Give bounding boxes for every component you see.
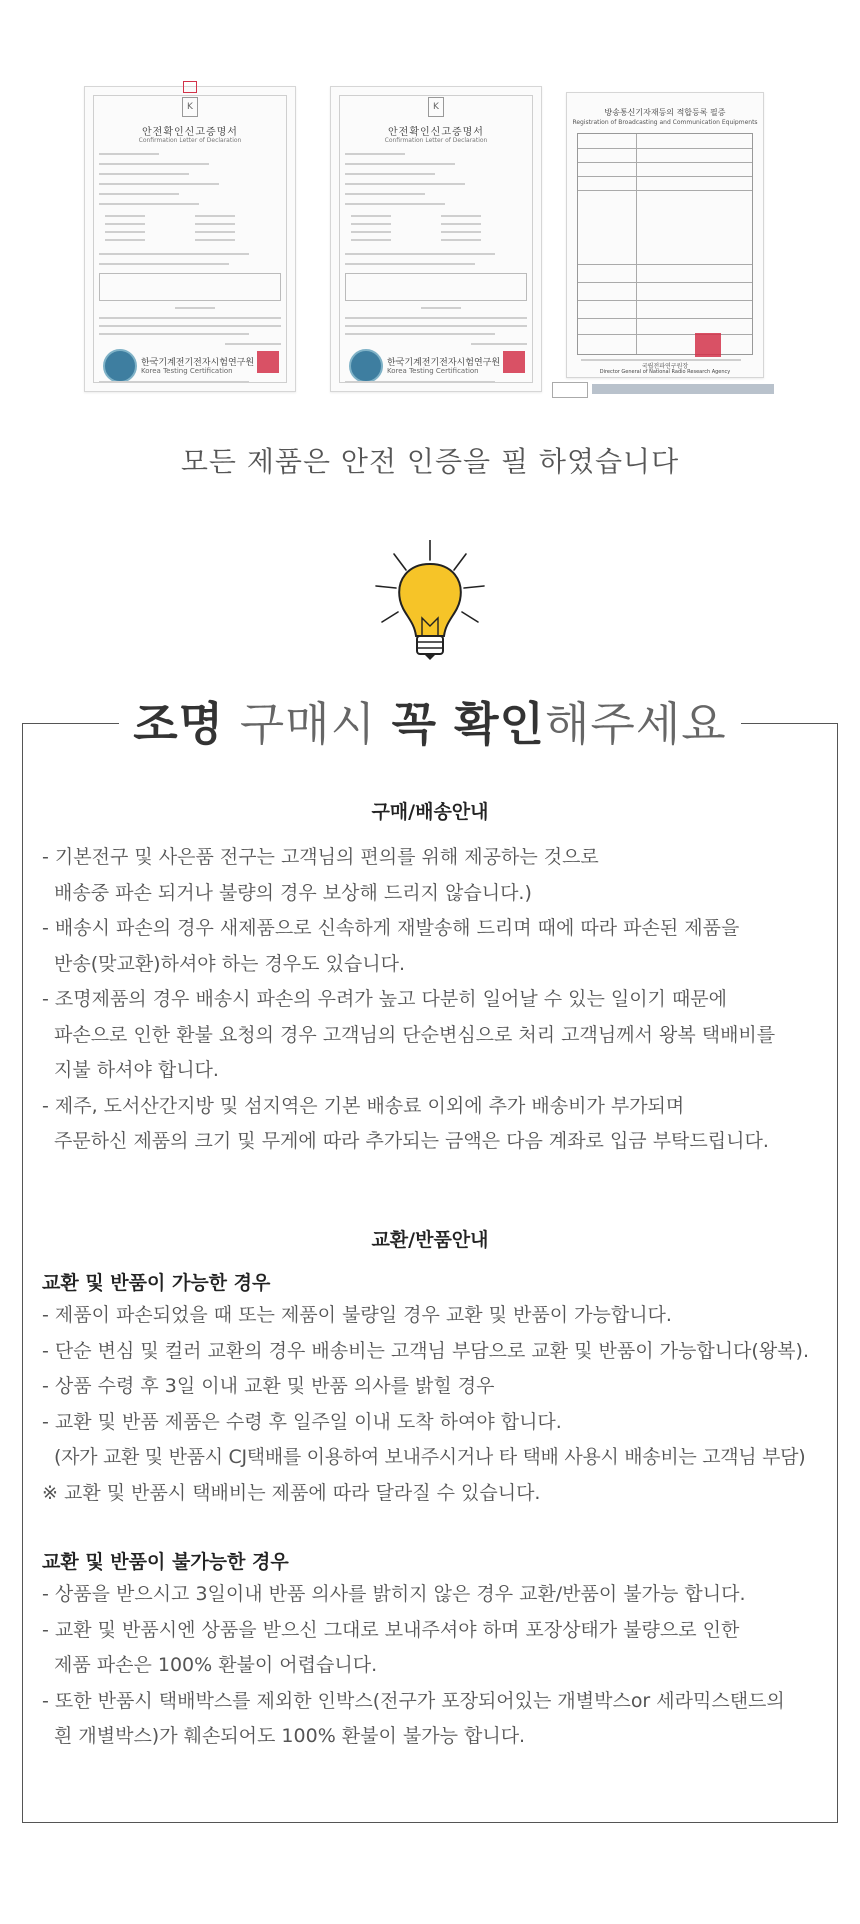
list-item: 파손으로 인한 환불 요청의 경우 고객님의 단순변심으로 처리 고객님께서 왕복 택배비를 xyxy=(54,1023,776,1046)
official-seal xyxy=(503,351,525,373)
list-item: - 단순 변심 및 컬러 교환의 경우 배송비는 고객님 부담으로 교환 및 반품이 가능합니다(왕복). xyxy=(42,1339,809,1362)
light-bulb-icon xyxy=(372,540,488,664)
certificate-footer: 국립전파연구원장 xyxy=(641,363,689,370)
certificate-org: 한국기계전기전자시험연구원 xyxy=(387,358,501,368)
certificate-title: 안전확인신고증명서 xyxy=(388,127,484,138)
list-item: - 기본전구 및 사은품 전구는 고객님의 편의를 위해 제공하는 것으로 xyxy=(42,846,599,868)
certification-caption: 모든 제품은 안전 인증을 필 하였습니다 xyxy=(180,445,680,478)
exchange-impossible-title: 교환 및 반품이 불가능한 경우 xyxy=(42,1551,289,1573)
certificate-subtitle: Registration of Broadcasting and Communication Equipments xyxy=(572,119,758,126)
list-item: - 교환 및 반품시엔 상품을 받으신 그대로 보내주셔야 하며 포장상태가 불량으로 인한 xyxy=(42,1618,740,1641)
certificate-title: 방송통신기자재등의 적합등록 필증 xyxy=(604,108,726,117)
list-item: 지불 하셔야 합니다. xyxy=(54,1059,219,1081)
certificate-org-en: Korea Testing Certification xyxy=(387,367,479,375)
list-item: 흰 개별박스)가 훼손되어도 100% 환불이 불가능 합니다. xyxy=(54,1725,526,1747)
heading-part-2: 구매시 xyxy=(224,697,392,751)
certificate-stamp-strip xyxy=(552,382,588,398)
list-item: 제품 파손은 100% 환불이 어렵습니다. xyxy=(54,1654,378,1676)
list-item: - 또한 반품시 택배박스를 제외한 인박스(전구가 포장되어있는 개별박스or 세라믹스탠드의 xyxy=(42,1689,785,1712)
certificate-subtitle: Confirmation Letter of Declaration xyxy=(138,137,242,144)
maker-info-box xyxy=(345,273,527,301)
purchase-section-title: 구매/배송안내 xyxy=(371,801,489,823)
list-item: 반송(맞교환)하셔야 하는 경우도 있습니다. xyxy=(54,952,406,975)
safety-certificate-2 xyxy=(330,86,542,392)
kc-mark-icon: K xyxy=(428,97,444,117)
official-seal xyxy=(257,351,279,373)
exchange-impossible-list xyxy=(42,1577,832,1755)
red-stamp-mark xyxy=(183,81,197,93)
list-item: - 제품이 파손되었을 때 또는 제품이 불량일 경우 교환 및 반품이 가능합니다. xyxy=(42,1304,672,1326)
exchange-section-title: 교환/반품안내 xyxy=(371,1229,489,1251)
kc-mark-icon: K xyxy=(182,97,198,117)
certificate-org: 한국기계전기전자시험연구원 xyxy=(141,358,255,368)
maker-info-box xyxy=(99,273,281,301)
certificate-subtitle: Confirmation Letter of Declaration xyxy=(384,137,488,144)
list-item: - 상품 수령 후 3일 이내 교환 및 반품 의사를 밝힐 경우 xyxy=(42,1375,495,1397)
heading-part-1: 조명 xyxy=(133,697,225,751)
certificate-footer-en: Director General of National Radio Research Agency xyxy=(599,369,731,375)
exchange-possible-title: 교환 및 반품이 가능한 경우 xyxy=(42,1272,271,1294)
ktc-emblem-icon xyxy=(349,349,383,383)
notice-heading xyxy=(0,694,860,754)
purchase-list xyxy=(42,840,832,1160)
certificate-title: 안전확인신고증명서 xyxy=(142,127,238,138)
list-item: ※ 교환 및 반품시 택배비는 제품에 따라 달라질 수 있습니다. xyxy=(42,1481,541,1504)
list-item: (자가 교환 및 반품시 CJ택배를 이용하여 보내주시거나 타 택배 사용시 배송비는 고객님 부담) xyxy=(54,1446,806,1468)
exchange-possible-list xyxy=(42,1298,832,1511)
ktc-emblem-icon xyxy=(103,349,137,383)
safety-certificate-1 xyxy=(84,86,296,392)
list-item: - 배송시 파손의 경우 새제품으로 신속하게 재발송해 드리며 때에 따라 파손된 제품을 xyxy=(42,917,740,939)
heading-part-3: 꼭 확인 xyxy=(391,697,545,751)
list-item: 배송중 파손 되거나 불량의 경우 보상해 드리지 않습니다.) xyxy=(54,881,532,904)
registration-table xyxy=(577,133,753,355)
list-item: 주문하신 제품의 크기 및 무게에 따라 추가되는 금액은 다음 계좌로 입금 부탁드립니다. xyxy=(54,1130,769,1152)
certificate-org-en: Korea Testing Certification xyxy=(141,367,233,375)
list-item: - 조명제품의 경우 배송시 파손의 우려가 높고 다분히 일어날 수 있는 일이기 때문에 xyxy=(42,988,728,1010)
list-item: - 교환 및 반품 제품은 수령 후 일주일 이내 도착 하여야 합니다. xyxy=(42,1410,562,1433)
radio-registration-certificate xyxy=(566,92,764,378)
list-item: - 상품을 받으시고 3일이내 반품 의사를 밝히지 않은 경우 교환/반품이 불가능 합니다. xyxy=(42,1583,746,1605)
list-item: - 제주, 도서산간지방 및 섬지역은 기본 배송료 이외에 추가 배송비가 부가되며 xyxy=(42,1094,685,1117)
certificate-stamp-strip xyxy=(592,384,774,394)
heading-part-4: 해주세요 xyxy=(545,697,727,751)
official-seal xyxy=(695,333,721,357)
